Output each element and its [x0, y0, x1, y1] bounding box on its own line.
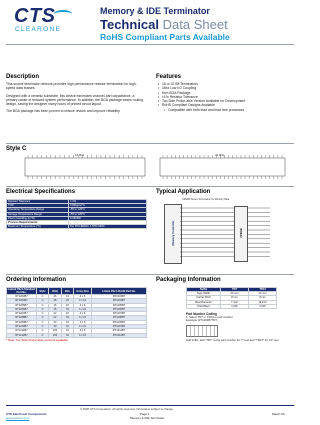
clearone-logo-text: CLEARONE — [15, 26, 62, 33]
cts-logo-swoosh — [54, 10, 72, 18]
footer-company: CTS Electronic Components — [6, 412, 47, 416]
bus-lines — [160, 198, 292, 268]
packaging-header-row — [187, 288, 277, 292]
table-cell: RT1204B7 — [92, 299, 147, 303]
table-cell: 8 mm — [221, 296, 249, 300]
features-list — [156, 82, 294, 112]
description — [6, 74, 146, 114]
table-cell: RT1208B7 — [7, 316, 37, 320]
ordering-header-row — [7, 288, 147, 295]
table-cell: 3,000 — [249, 304, 277, 308]
footer-copyright: © 2006 CTS Corporation. All rights reserved. Information subject to change. — [80, 407, 174, 411]
table-cell: RT1207B7 — [7, 312, 37, 316]
spec-label: TCR — [7, 204, 69, 208]
electrical-title: Electrical Specifications — [6, 189, 76, 195]
table-cell: RT1209B7 — [92, 320, 147, 324]
table-cell: 4 x 6 — [74, 312, 92, 316]
col-header: Bits — [62, 288, 74, 295]
table-cell: 15 — [49, 307, 62, 311]
table-cell: 24 mm — [221, 292, 249, 296]
label-16-bits: 16 Bits — [75, 153, 85, 157]
table-cell: C — [37, 325, 49, 329]
footer-divider — [6, 405, 294, 406]
cts-logo — [14, 6, 76, 36]
table-cell: 4 x 16 — [74, 299, 92, 303]
col-header: Lateral Pitch Standard Part No. — [7, 288, 36, 294]
ordering-note: * Note: Top Side Probe-able versions available. — [6, 338, 69, 342]
typical-app-note: CPEND Series Termination for Memory Data — [182, 198, 230, 201]
feature-item: • 6cm BGA Package — [162, 91, 294, 95]
table-cell: 36 — [49, 295, 62, 299]
table-cell: C — [37, 333, 49, 337]
table-cell: 8 mm — [249, 296, 277, 300]
ordering-title: Ordering Information — [6, 277, 66, 283]
spec-row — [7, 225, 147, 229]
table-cell: RT1208B7 — [92, 316, 147, 320]
table-cell: RT1212B7 — [7, 333, 37, 337]
table-cell: 4 x 6 — [74, 329, 92, 333]
ordering-divider — [6, 274, 294, 275]
table-cell: RT1205B7 — [7, 303, 37, 307]
header-divider — [6, 44, 294, 45]
table-cell: 4 x 16 — [74, 325, 92, 329]
memory-controller-label: Memory Controller — [171, 220, 175, 246]
feature-item: • 16 or 32 Bit Terminators — [162, 82, 294, 86]
table-cell: 16 — [62, 312, 74, 316]
table-cell: 33 — [49, 320, 62, 324]
table-cell: C — [37, 329, 49, 333]
col-header: Array Size — [74, 288, 92, 295]
footer-page: Page 1 — [140, 412, 150, 416]
table-cell: 1,000 — [221, 304, 249, 308]
electrical-specs-table — [6, 199, 147, 229]
footer-web-link[interactable]: www.ctscorp.com — [6, 416, 30, 420]
table-cell: 32 — [62, 325, 74, 329]
pn-line3: Add suffix; add "TR7" to the part number for 7" reel and "TR13" for 13" reel. — [186, 337, 280, 342]
description-title: Description — [6, 74, 40, 80]
table-cell: 4 x 16 — [74, 316, 92, 320]
table-cell: 100 — [49, 329, 62, 333]
table-cell: Tape Width — [187, 292, 221, 296]
table-cell: 16 — [62, 329, 74, 333]
table-cell: RT1212B7 — [92, 333, 147, 337]
table-cell: RT1205B7 — [92, 303, 147, 307]
col-header: 1.0mm Pitch RoHS Part No. — [92, 288, 147, 295]
table-cell: 7 inch — [221, 300, 249, 304]
features-title: Features — [156, 74, 182, 80]
table-cell: RT1207B7 — [92, 312, 147, 316]
table-cell: C — [37, 316, 49, 320]
terminator-chip — [234, 206, 248, 262]
spec-label: Resistor Tolerance — [7, 200, 69, 204]
table-cell: Reel Diameter — [187, 300, 221, 304]
header — [100, 6, 296, 43]
package-outline-drawing — [20, 152, 290, 182]
table-cell: 22 — [49, 312, 62, 316]
table-cell: 4 x 16 — [74, 307, 92, 311]
spec-value: ±100ppm/°C — [69, 204, 147, 208]
style-divider — [6, 143, 294, 144]
table-cell: RT1204B7 — [7, 299, 37, 303]
feature-sub-item: • Compatible with both lead and lead free processes — [168, 108, 294, 112]
table-cell: RT1210B7 — [7, 325, 37, 329]
spec-label: Operating Temperature Range — [7, 208, 69, 212]
pn-title: Part Number Coding — [186, 312, 217, 316]
header-datasheet: Data Sheet — [162, 17, 228, 32]
header-rohs: RoHS Compliant Parts Available — [100, 32, 230, 42]
spec-label: Maximum Temperature (°C) — [7, 225, 69, 229]
typical-app-title: Typical Application — [156, 189, 211, 195]
col-header: TR13 — [249, 288, 277, 292]
feature-item: • RoHS Compliant Designs Available — [162, 103, 294, 107]
table-cell: C — [37, 320, 49, 324]
table-cell: C — [37, 312, 49, 316]
table-cell: 15 — [49, 303, 62, 307]
table-cell: 16 — [62, 320, 74, 324]
spec-label: Storage Temperature Range — [7, 212, 69, 216]
package-32bit — [160, 155, 285, 179]
table-row — [187, 300, 277, 304]
features — [156, 74, 294, 112]
table-cell: RT1203B7 — [7, 295, 37, 299]
spec-label: Process Requirements: — [7, 221, 69, 225]
table-cell: 32 — [62, 307, 74, 311]
packaging-table — [186, 287, 277, 309]
table-cell: RT1206B7 — [92, 307, 147, 311]
pn-line2: Example: RT1203B7TR7 — [186, 318, 218, 323]
ordering-table — [6, 287, 147, 338]
table-cell: 16 — [62, 303, 74, 307]
package-16bit — [25, 155, 145, 179]
packaging-title: Packaging Information — [156, 277, 221, 283]
header-technical: Technical — [100, 17, 160, 32]
feature-item: • Ultra Low I/O Coupling — [162, 86, 294, 90]
table-cell: 32 — [62, 333, 74, 337]
style-c-title: Style C — [6, 146, 27, 152]
footer-date: March 06 — [272, 412, 285, 416]
spec-value: 0.0625W — [69, 216, 147, 220]
feature-item: • Top Side Probe-able Version Available for Development — [162, 99, 294, 103]
feature-item: • ±1% Resistor Tolerance — [162, 95, 294, 99]
spec-value: ± 1% — [69, 200, 147, 204]
terminator-chip-label: CPBGE — [239, 228, 243, 238]
table-row — [7, 333, 147, 337]
table-cell: 4 x 6 — [74, 303, 92, 307]
spec-value: -55 to 125°C — [69, 208, 147, 212]
col-header: TR7 — [221, 288, 249, 292]
header-line1: Memory & IDE Terminator — [100, 6, 210, 16]
table-cell: RT1210B7 — [92, 325, 147, 329]
spec-value: Per IPC/JEDEC J-STD-020C — [69, 225, 147, 229]
table-cell: C — [37, 303, 49, 307]
table-cell: 4 x 16 — [74, 333, 92, 337]
table-cell: 4 x 6 — [74, 295, 92, 299]
footer-product: Memory & IDE Terminator — [130, 416, 165, 420]
table-cell: RT1211B7 — [92, 329, 147, 333]
description-p3: The BGA package has been proven to reduce rework and improve reliability. — [6, 109, 121, 114]
table-cell: 32 — [62, 299, 74, 303]
table-cell: C — [37, 307, 49, 311]
table-cell: 32 — [62, 316, 74, 320]
table-row — [187, 296, 277, 300]
table-cell: Carrier Pitch — [187, 296, 221, 300]
table-cell: C — [37, 299, 49, 303]
table-cell: 24 mm — [249, 292, 277, 296]
style-c-drawing — [20, 152, 290, 182]
part-number-coding — [186, 312, 286, 342]
table-cell: 13 inch — [249, 300, 277, 304]
spec-value: -55 to 125°C — [69, 212, 147, 216]
table-cell: RT1206B7 — [7, 307, 37, 311]
typical-app-diagram — [160, 198, 292, 268]
table-cell: RT1209B7 — [7, 320, 37, 324]
table-cell: RT1203B7 — [92, 295, 147, 299]
table-cell: Parts/Reel — [187, 304, 221, 308]
col-header: R(Ω) — [49, 288, 62, 295]
header-line2 — [100, 17, 296, 32]
label-32-bits: 32 Bits — [215, 153, 225, 157]
table-cell: 33 — [49, 325, 62, 329]
spec-label: Power Handling (in W) — [7, 216, 69, 220]
table-row — [187, 304, 277, 308]
table-cell: 36 — [49, 299, 62, 303]
col-header: Style — [37, 288, 49, 295]
table-cell: 4 x 6 — [74, 320, 92, 324]
specs-divider — [6, 186, 294, 187]
description-p2: Designed with a ceramic substrate, this device minimizes channel-part capacitance, a primary cause of reduced system performance. In addition, the BGA package eases routing design, saving the designer many hours of printed circuit layout. — [6, 93, 144, 107]
col-header: Suffix — [187, 288, 221, 292]
table-cell: RT1211B7 — [7, 329, 37, 333]
cts-logo-text: CTS — [14, 5, 56, 27]
table-cell: 16 — [62, 295, 74, 299]
table-cell: 100 — [49, 333, 62, 337]
description-p1: This source terminator network provides high performance resistor termination for high-speed data busses. — [6, 82, 137, 91]
table-cell: C — [37, 295, 49, 299]
tape-reel-drawing — [186, 325, 218, 337]
table-cell: 22 — [49, 316, 62, 320]
pn-line1: 1. Select TR7 or TR13 to part number. — [186, 315, 234, 319]
